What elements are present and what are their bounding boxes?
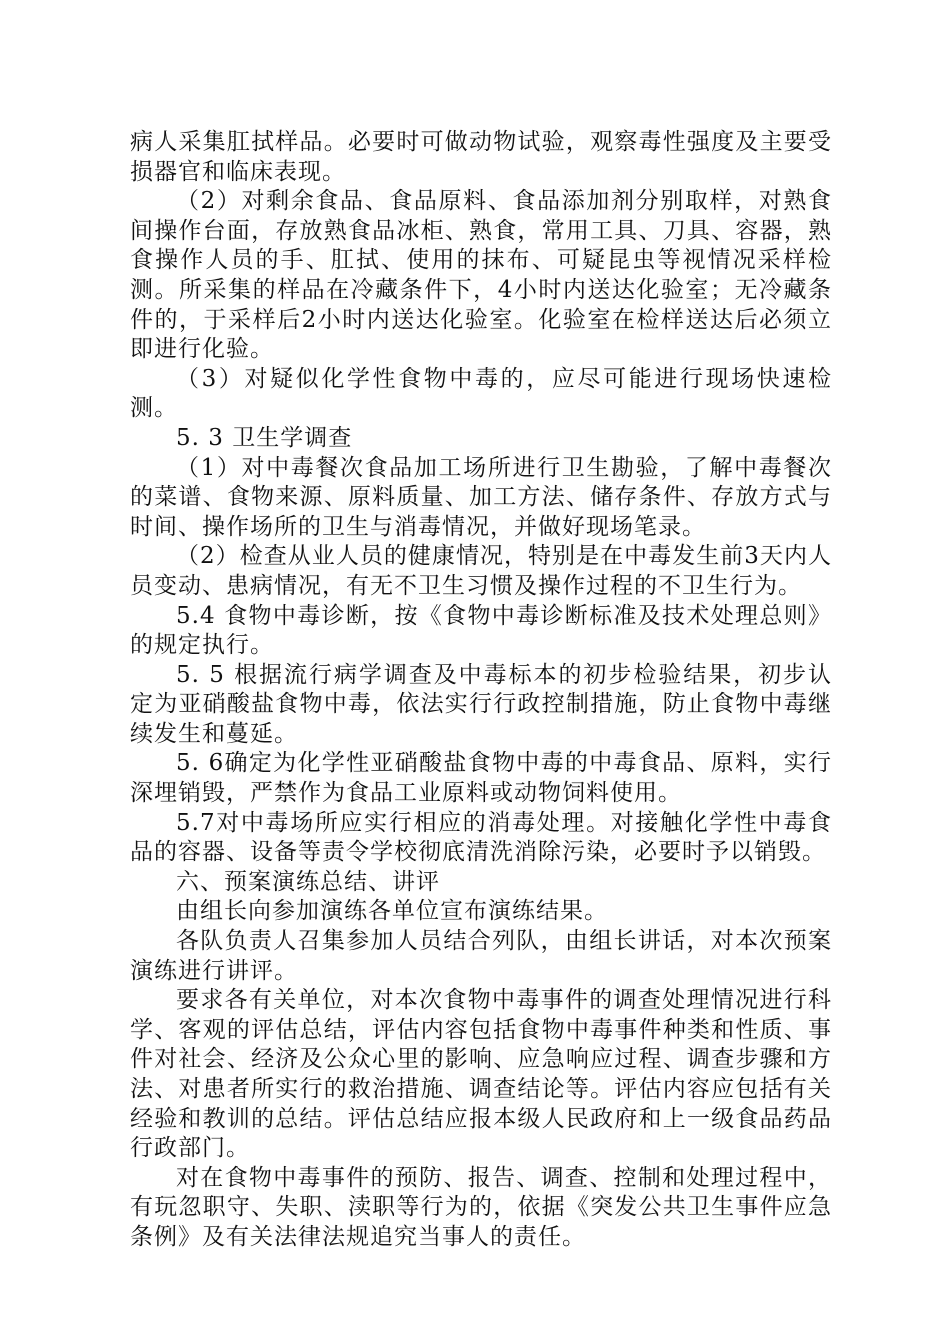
paragraph-evaluation: 要求各有关单位，对本次食物中毒事件的调查处理情况进行科学、客观的评估总结，评估内容包括食物中毒事件种类和性质、事件对社会、经济及公众心里的影响、应急响应过程、调查步骤和方法、对患者所实行的救治措施、调查结论等。评估内容应包括有关经验和教训的总结。评估总结应报本级人民政府和上一级食品药品行政部门。: [130, 987, 832, 1162]
paragraph-5-4: 5.4 食物中毒诊断，按《食物中毒诊断标准及技术处理总则》的规定执行。: [130, 602, 832, 659]
paragraph-5-6: 5. 6确定为化学性亚硝酸盐食物中毒的中毒食品、原料，实行深埋销毁，严禁作为食品工业原料或动物饲料使用。: [130, 750, 832, 807]
paragraph-sampling-2: （2）对剩余食品、食品原料、食品添加剂分别取样，对熟食间操作台面，存放熟食品冰柜、熟食，常用工具、刀具、容器，熟食操作人员的手、肛拭、使用的抹布、可疑昆虫等视情况采样检测。所采集的样品在冷藏条件下，4小时内送达化验室；无冷藏条件的，于采样后2小时内送达化验室。化验室在检样送达后必须立即进行化验。: [130, 188, 832, 363]
paragraph-5-5: 5. 5 根据流行病学调查及中毒标本的初步检验结果，初步认定为亚硝酸盐食物中毒，依法实行行政控制措施，防止食物中毒继续发生和蔓延。: [130, 661, 832, 747]
paragraph-announce: 由组长向参加演练各单位宣布演练结果。: [176, 898, 608, 925]
paragraph-continuation: 病人采集肛拭样品。必要时可做动物试验，观察毒性强度及主要受损器官和临床表现。: [130, 129, 832, 185]
paragraph-5-7: 5.7对中毒场所应实行相应的消毒处理。对接触化学性中毒食品的容器、设备等责令学校彻底清洗消除污染，必要时予以销毁。: [130, 809, 832, 866]
paragraph-sampling-3: （3）对疑似化学性食物中毒的，应尽可能进行现场快速检测。: [130, 365, 832, 422]
document-page: [130, 128, 832, 1253]
paragraph-accountability: 对在食物中毒事件的预防、报告、调查、控制和处理过程中，有玩忽职守、失职、渎职等行为的，依据《突发公共卫生事件应急条例》及有关法律法规追究当事人的责任。: [130, 1164, 832, 1250]
section-heading-5-3: 5. 3 卫生学调查: [176, 424, 353, 451]
paragraph-hygiene-1: （1）对中毒餐次食品加工场所进行卫生勘验，了解中毒餐次的菜谱、食物来源、原料质量、加工方法、储存条件、存放方式与时间、操作场所的卫生与消毒情况，并做好现场笔录。: [130, 454, 832, 540]
paragraph-review: 各队负责人召集参加人员结合列队，由组长讲话，对本次预案演练进行讲评。: [130, 928, 832, 984]
paragraph-hygiene-2: （2）检查从业人员的健康情况，特别是在中毒发生前3天内人员变动、患病情况，有无不卫生习惯及操作过程的不卫生行为。: [130, 543, 832, 599]
section-heading-6: 六、预案演练总结、讲评: [176, 868, 440, 895]
